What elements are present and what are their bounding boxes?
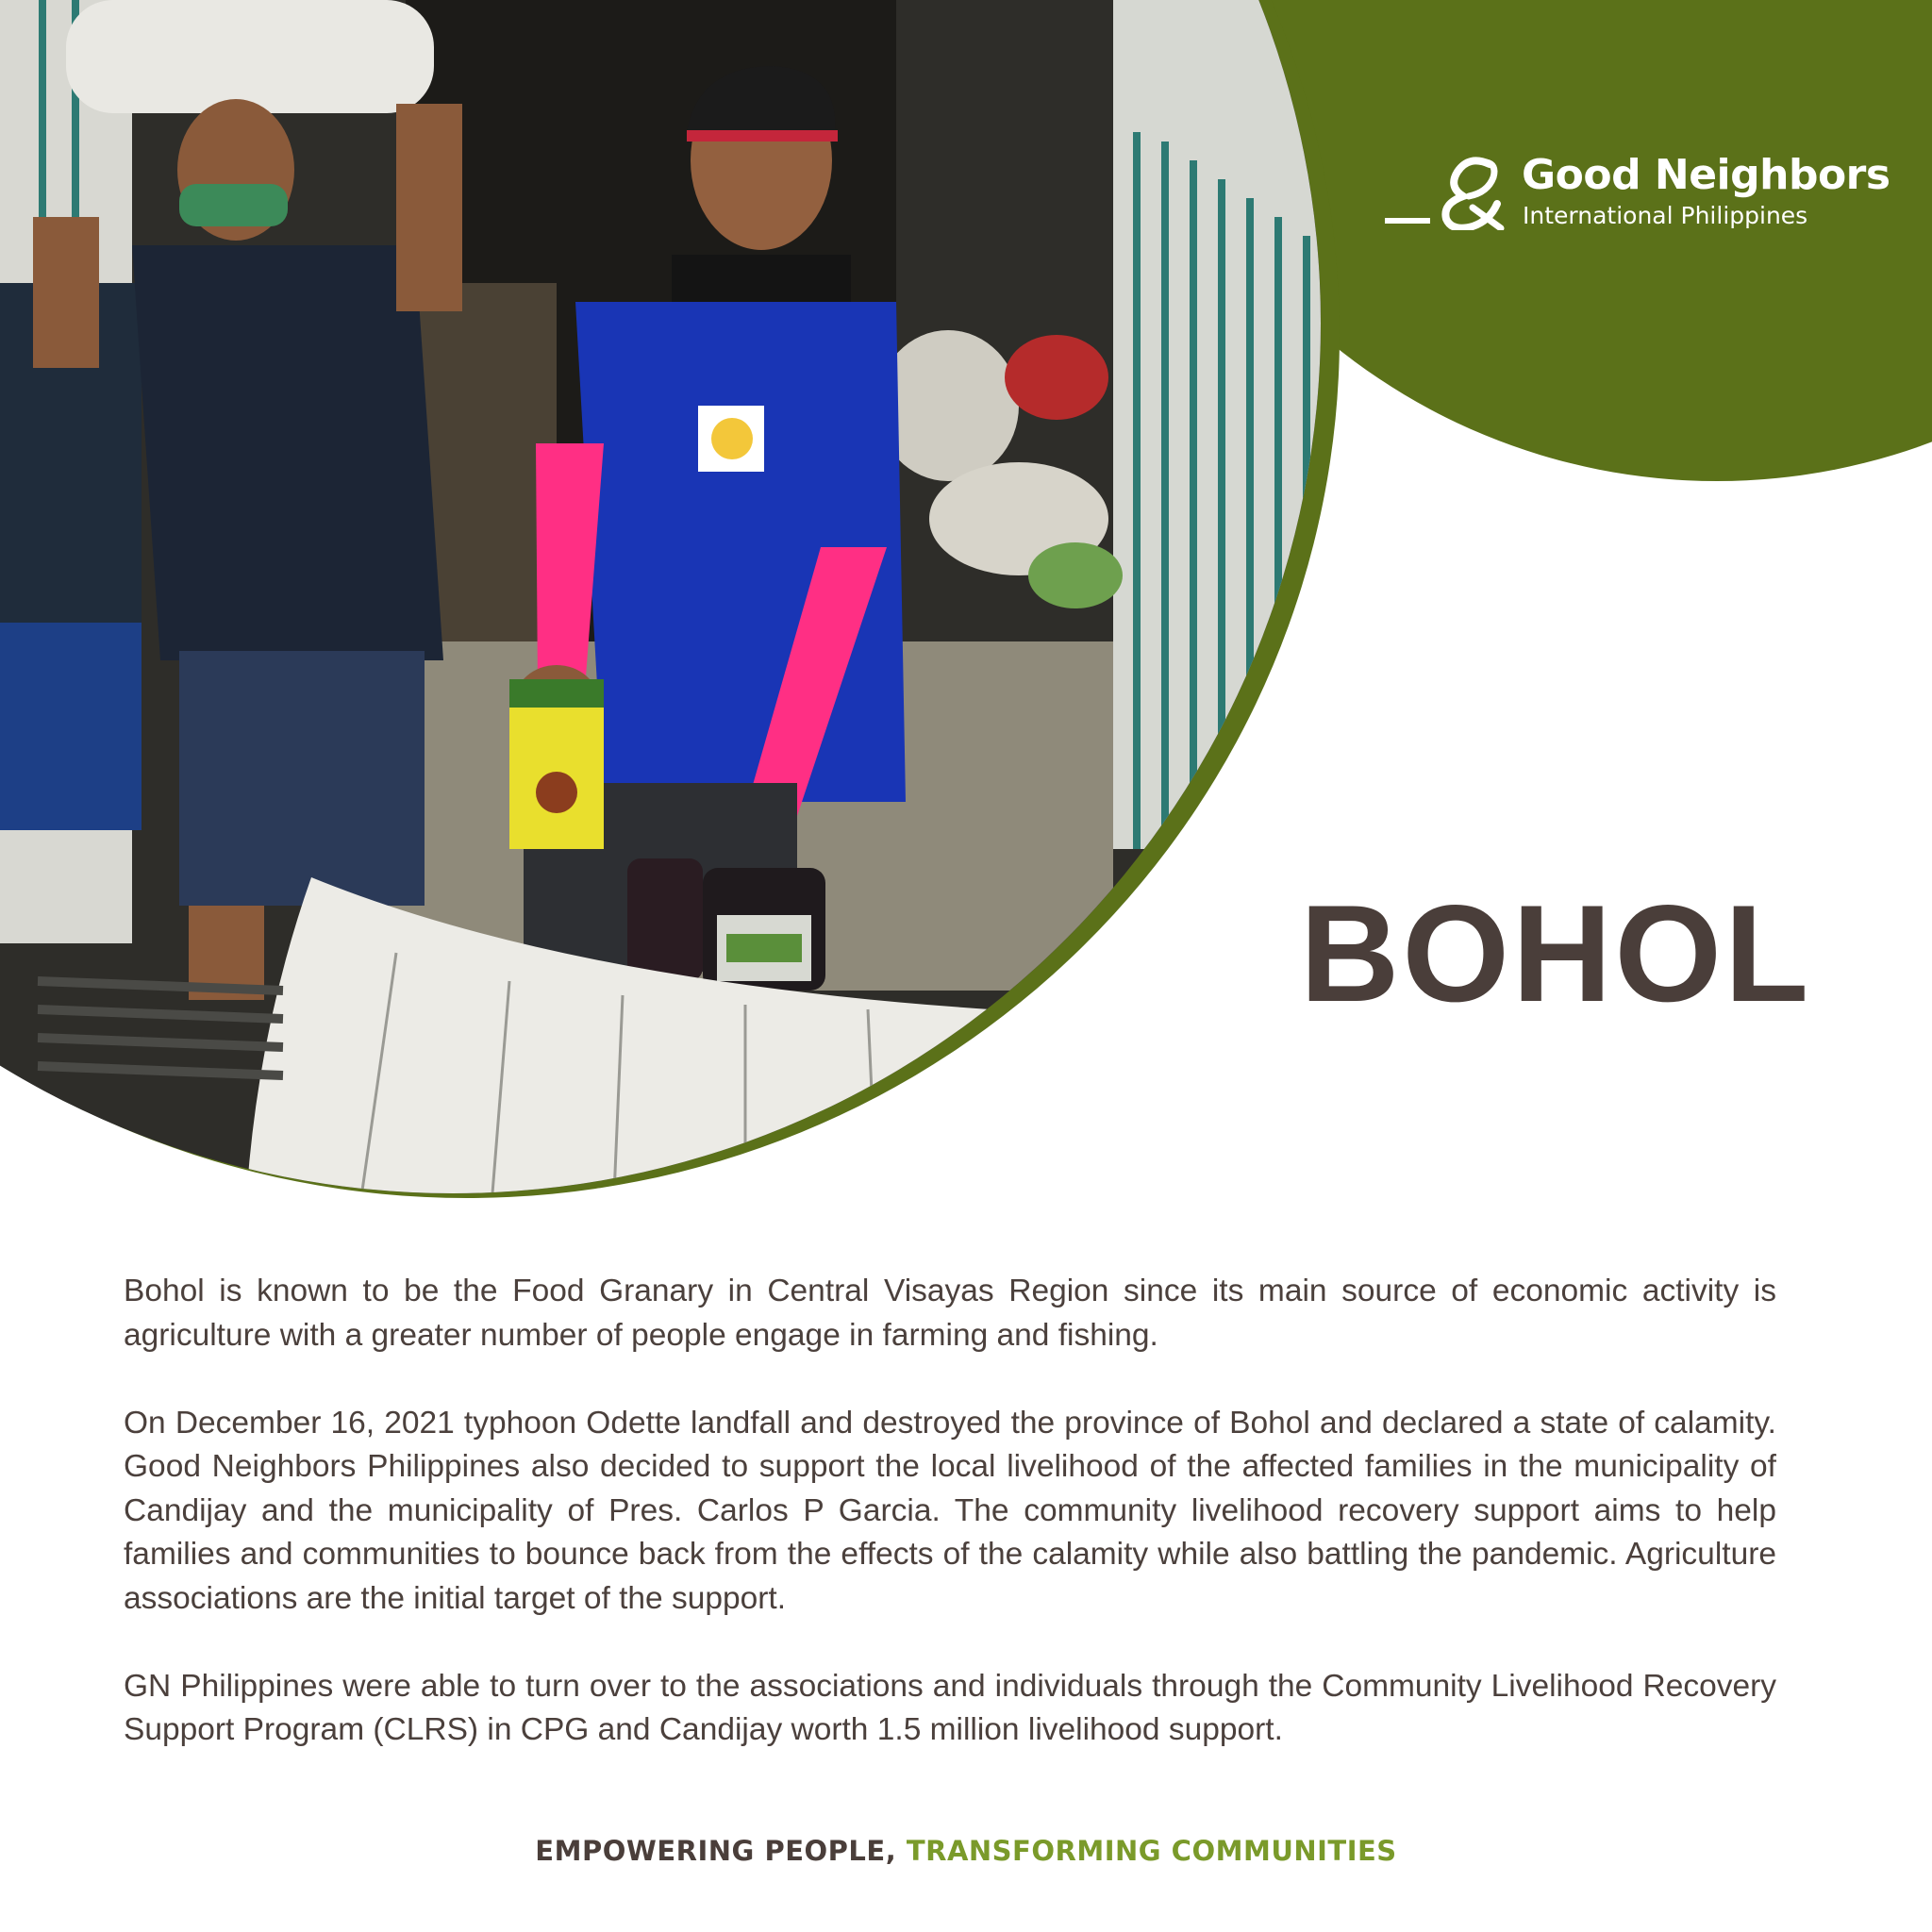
tagline <box>0 1835 1932 1867</box>
brand-name: Good Neighbors <box>1522 151 1890 199</box>
brand-subtitle: International Philippines <box>1523 202 1808 229</box>
brand-logo <box>1382 151 1891 245</box>
ampersand-logo-icon <box>1431 155 1511 230</box>
tagline-part2: TRANSFORMING COMMUNITIES <box>906 1835 1397 1867</box>
article-body <box>124 1270 1776 1796</box>
paragraph-turnover: GN Philippines were able to turn over to the associations and individuals through the Community Livelihood Recovery Support Program (CLRS) in CPG and Candijay worth 1.5 million livelihood support. <box>124 1668 1776 1747</box>
paragraph-typhoon: On December 16, 2021 typhoon Odette landfall and destroyed the province of Bohol and declared a state of calamity. Good Neighbors Philippines also decided to support the local livelihood of the affected families in the municipality of Candijay and the municipality of Pres. Carlos P Garcia. The community livelihood recovery support aims to help families and communities to bounce back from the effects of the calamity while also battling the pandemic. Agriculture associations are the initial target of the support. <box>124 1405 1776 1616</box>
hero-photo <box>0 0 1321 1193</box>
photo-illustration <box>0 0 1321 1193</box>
paragraph-intro: Bohol is known to be the Food Granary in Central Visayas Region since its main source of economic activity is agriculture with a greater number of people engage in farming and fishing. <box>124 1274 1776 1353</box>
page-title: BOHOL <box>1300 876 1812 1030</box>
tagline-part1: EMPOWERING PEOPLE, <box>535 1835 897 1867</box>
logo-dash <box>1385 218 1430 224</box>
